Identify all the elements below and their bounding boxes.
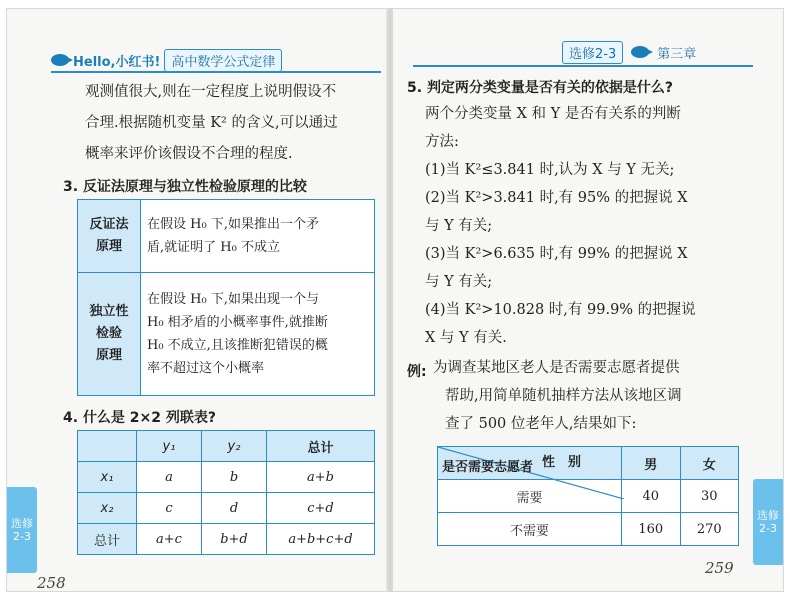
table-row bbox=[78, 462, 375, 493]
body-line: (3)当 K²>6.635 时,有 99% 的把握说 X bbox=[425, 246, 688, 262]
diag-top-label: 性 别 bbox=[542, 455, 582, 470]
row-header-line: 原理 bbox=[95, 239, 122, 254]
body-line: (2)当 K²>3.841 时,有 95% 的把握说 X bbox=[425, 190, 688, 206]
side-tab: 选修2-3 bbox=[753, 479, 783, 565]
row-content bbox=[141, 273, 375, 396]
section-title: 反证法原理与独立性检验原理的比较 bbox=[82, 179, 307, 195]
page-number: 259 bbox=[705, 559, 734, 577]
intro-line-2: 合理.根据随机变量 K² 的含义,可以通过 bbox=[85, 115, 338, 131]
table-header-row bbox=[438, 447, 739, 480]
body-line: (4)当 K²>10.828 时,有 99.9% 的把握说 bbox=[425, 302, 696, 318]
book-title-tag: 高中数学公式定律 bbox=[164, 49, 282, 72]
row-header-line: 独立性 bbox=[89, 304, 129, 319]
table-cell: a+c bbox=[137, 524, 202, 555]
header-cell: 女 bbox=[680, 447, 738, 480]
header-cell: y₂ bbox=[202, 431, 267, 462]
body-line: 方法: bbox=[425, 134, 459, 150]
content-line: 在假设 H₀ 下,如果推出一个矛 bbox=[147, 217, 319, 232]
content-line: 率不超过这个小概率 bbox=[147, 361, 265, 376]
header-cell: 总计 bbox=[267, 431, 375, 462]
section-4-heading bbox=[63, 407, 216, 427]
brand-logo bbox=[51, 51, 160, 70]
row-label: 总计 bbox=[78, 524, 137, 555]
body-line: 与 Y 有关; bbox=[425, 274, 493, 290]
section-title: 判定两分类变量是否有关的依据是什么? bbox=[426, 80, 674, 96]
left-page bbox=[6, 8, 389, 592]
table-cell: 270 bbox=[680, 513, 738, 546]
table-cell: a+b+c+d bbox=[267, 524, 375, 555]
body-line: 两个分类变量 X 和 Y 是否有关系的判断 bbox=[425, 106, 681, 122]
brand-text: Hello,小红书! bbox=[73, 54, 161, 70]
body-line: X 与 Y 有关. bbox=[425, 330, 507, 346]
table-cell: a bbox=[137, 462, 202, 493]
comparison-table bbox=[77, 199, 375, 396]
content-line: 盾,就证明了 H₀ 不成立 bbox=[147, 240, 280, 255]
section-number: 5. bbox=[407, 80, 423, 96]
content-line: H₀ 相矛盾的小概率事件,就推断 bbox=[147, 315, 328, 330]
side-tab: 选修2-3 bbox=[7, 487, 37, 573]
left-header bbox=[51, 49, 282, 71]
header-cell bbox=[78, 431, 137, 462]
header-cell: y₁ bbox=[137, 431, 202, 462]
example-line: 帮助,用简单随机抽样方法从该地区调 bbox=[445, 388, 682, 404]
header-rule bbox=[51, 71, 381, 73]
section-title: 什么是 2×2 列联表? bbox=[82, 410, 217, 426]
row-header-line: 原理 bbox=[95, 348, 122, 363]
row-label: x₁ bbox=[78, 462, 137, 493]
bird-icon bbox=[51, 54, 69, 66]
section-number: 3. bbox=[63, 179, 79, 195]
row-header bbox=[78, 273, 141, 396]
row-content bbox=[141, 200, 375, 273]
table-cell: b bbox=[202, 462, 267, 493]
table-header-row bbox=[78, 431, 375, 462]
table-cell: 160 bbox=[622, 513, 680, 546]
row-header bbox=[78, 200, 141, 273]
contingency-table bbox=[77, 430, 375, 555]
table-row bbox=[78, 493, 375, 524]
page-number: 258 bbox=[37, 574, 66, 592]
chapter-label: 第三章 bbox=[657, 46, 697, 62]
right-header bbox=[558, 41, 696, 63]
content-line: 在假设 H₀ 下,如果出现一个与 bbox=[147, 292, 319, 307]
header-rule bbox=[413, 65, 753, 67]
table-cell: b+d bbox=[202, 524, 267, 555]
row-label: x₂ bbox=[78, 493, 137, 524]
section-3-heading bbox=[63, 176, 307, 196]
course-tag: 选修2-3 bbox=[562, 41, 623, 64]
table-cell: a+b bbox=[267, 462, 375, 493]
table-row bbox=[438, 513, 739, 546]
diag-bottom-label: 是否需要志愿者 bbox=[442, 460, 534, 475]
table-row bbox=[78, 524, 375, 555]
survey-table bbox=[437, 446, 739, 546]
table-cell: d bbox=[202, 493, 267, 524]
table-cell: c bbox=[137, 493, 202, 524]
content-line: H₀ 不成立,且该推断犯错误的概 bbox=[147, 338, 328, 353]
row-header-line: 反证法 bbox=[89, 217, 129, 232]
example-label: 例: bbox=[407, 364, 427, 380]
row-label: 需要 bbox=[438, 480, 622, 513]
example-line: 为调查某地区老人是否需要志愿者提供 bbox=[433, 360, 680, 376]
row-header-line: 检验 bbox=[95, 326, 122, 341]
body-line: (1)当 K²≤3.841 时,认为 X 与 Y 无关; bbox=[425, 162, 675, 178]
diagonal-header-cell bbox=[438, 447, 622, 480]
table-row bbox=[78, 273, 375, 396]
table-cell: 40 bbox=[622, 480, 680, 513]
bird-icon bbox=[631, 46, 649, 58]
section-number: 4. bbox=[63, 410, 79, 426]
header-cell: 男 bbox=[622, 447, 680, 480]
example-line: 查了 500 位老年人,结果如下: bbox=[445, 416, 637, 432]
table-cell: 30 bbox=[680, 480, 738, 513]
right-page bbox=[392, 8, 784, 592]
row-label: 不需要 bbox=[438, 513, 622, 546]
section-5-heading bbox=[407, 77, 673, 97]
table-row bbox=[78, 200, 375, 273]
body-line: 与 Y 有关; bbox=[425, 218, 493, 234]
intro-line-3: 概率来评价该假设不合理的程度. bbox=[85, 146, 293, 162]
table-cell: c+d bbox=[267, 493, 375, 524]
intro-line-1: 观测值很大,则在一定程度上说明假设不 bbox=[85, 84, 337, 100]
